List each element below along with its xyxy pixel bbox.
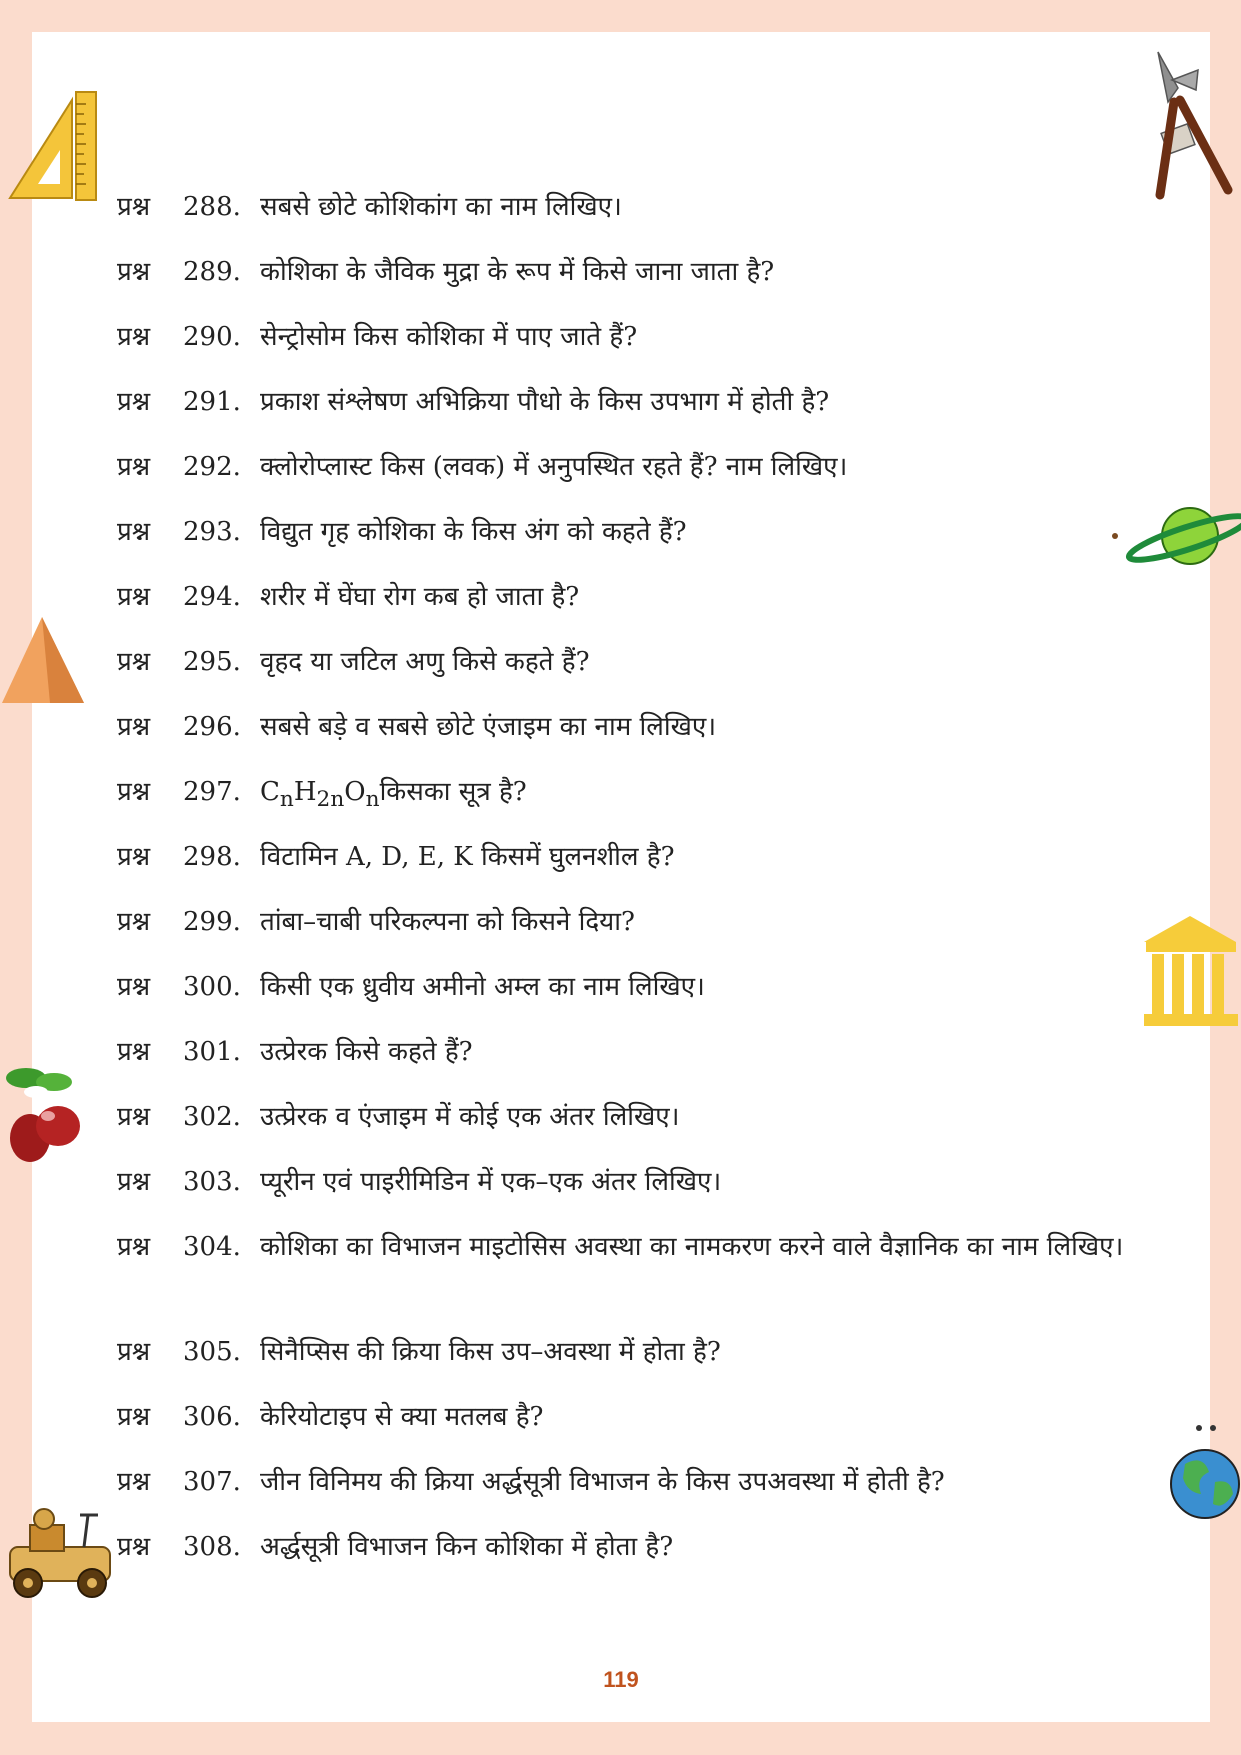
question-label: प्रश्न bbox=[117, 257, 151, 287]
question-number: 288. bbox=[183, 192, 241, 222]
pyramid-icon bbox=[0, 615, 86, 705]
question-text: क्लोरोप्लास्ट किस (लवक) में अनुपस्थित रहते हैं? नाम लिखिए। bbox=[260, 452, 848, 482]
formula-hydrogen: H bbox=[293, 777, 317, 807]
question-text: उत्प्रेरक व एंजाइम में कोई एक अंतर लिखिए। bbox=[260, 1102, 680, 1132]
document-page bbox=[32, 32, 1210, 1722]
question-label: प्रश्न bbox=[117, 1167, 151, 1197]
question-list bbox=[32, 32, 1210, 1722]
question-number: 298. bbox=[183, 842, 241, 872]
question-number: 292. bbox=[183, 452, 241, 482]
question-number: 291. bbox=[183, 387, 241, 417]
question-number: 308. bbox=[183, 1532, 241, 1562]
question-text: केरियोटाइप से क्या मतलब है? bbox=[260, 1402, 544, 1432]
formula-carbon-subscript: n bbox=[279, 787, 294, 813]
question-number: 296. bbox=[183, 712, 241, 742]
set-square-ruler-icon bbox=[2, 88, 102, 203]
question-text: जीन विनिमय की क्रिया अर्द्धसूत्री विभाजन के किस उपअवस्था में होती है? bbox=[260, 1467, 945, 1497]
formula-oxygen: O bbox=[344, 777, 366, 807]
question-label: प्रश्न bbox=[117, 192, 151, 222]
question-label: प्रश्न bbox=[117, 842, 151, 872]
tool-clip-icon bbox=[1150, 50, 1240, 200]
question-number: 294. bbox=[183, 582, 241, 612]
question-label: प्रश्न bbox=[117, 517, 151, 547]
question-label: प्रश्न bbox=[117, 1232, 151, 1262]
question-label: प्रश्न bbox=[117, 582, 151, 612]
question-label: प्रश्न bbox=[117, 1337, 151, 1367]
question-label: प्रश्न bbox=[117, 647, 151, 677]
question-text: कोशिका के जैविक मुद्रा के रूप में किसे जाना जाता है? bbox=[260, 257, 775, 287]
formula-oxygen-subscript: n bbox=[365, 787, 380, 813]
question-label: प्रश्न bbox=[117, 322, 151, 352]
vintage-car-icon bbox=[0, 1505, 125, 1605]
question-text: शरीर में घेंघा रोग कब हो जाता है? bbox=[260, 582, 580, 612]
question-label: प्रश्न bbox=[117, 1402, 151, 1432]
question-number: 289. bbox=[183, 257, 241, 287]
question-text: सिनैप्सिस की क्रिया किस उप–अवस्था में होता है? bbox=[260, 1337, 721, 1367]
globe-icon bbox=[1165, 1420, 1241, 1525]
question-label: प्रश्न bbox=[117, 452, 151, 482]
question-text: अर्द्धसूत्री विभाजन किन कोशिका में होता है? bbox=[260, 1532, 674, 1562]
question-number: 295. bbox=[183, 647, 241, 677]
question-number: 293. bbox=[183, 517, 241, 547]
question-label: प्रश्न bbox=[117, 1102, 151, 1132]
question-number: 303. bbox=[183, 1167, 241, 1197]
page-number: 119 bbox=[603, 1667, 639, 1692]
question-label: प्रश्न bbox=[117, 387, 151, 417]
question-label: प्रश्न bbox=[117, 1467, 151, 1497]
formula bbox=[260, 777, 380, 813]
question-number: 299. bbox=[183, 907, 241, 937]
question-label: प्रश्न bbox=[117, 1037, 151, 1067]
formula-carbon: C bbox=[260, 777, 280, 807]
planet-icon bbox=[1110, 500, 1241, 575]
question-label: प्रश्न bbox=[117, 777, 151, 807]
question-number: 300. bbox=[183, 972, 241, 1002]
question-text: विद्युत गृह कोशिका के किस अंग को कहते हैं? bbox=[260, 517, 687, 547]
question-text: प्रकाश संश्लेषण अभिक्रिया पौधो के किस उपभाग में होती है? bbox=[260, 387, 830, 417]
question-label: प्रश्न bbox=[117, 712, 151, 742]
question-text: उत्प्रेरक किसे कहते हैं? bbox=[260, 1037, 473, 1067]
question-text: कोशिका का विभाजन माइटोसिस अवस्था का नामकरण करने वाले वैज्ञानिक का नाम लिखिए। bbox=[260, 1232, 1124, 1262]
fruit-icon bbox=[2, 1058, 88, 1168]
question-number: 290. bbox=[183, 322, 241, 352]
question-text bbox=[260, 772, 1197, 820]
question-label: प्रश्न bbox=[117, 1532, 151, 1562]
question-label: प्रश्न bbox=[117, 972, 151, 1002]
pillar-building-icon bbox=[1140, 912, 1241, 1028]
question-number: 302. bbox=[183, 1102, 241, 1132]
question-number: 307. bbox=[183, 1467, 241, 1497]
question-text: किसी एक ध्रुवीय अमीनो अम्ल का नाम लिखिए। bbox=[260, 972, 705, 1002]
question-text-after: किसका सूत्र है? bbox=[379, 777, 527, 807]
question-text: सबसे छोटे कोशिकांग का नाम लिखिए। bbox=[260, 192, 622, 222]
question-text: सेन्ट्रोसोम किस कोशिका में पाए जाते हैं? bbox=[260, 322, 638, 352]
question-number: 305. bbox=[183, 1337, 241, 1367]
question-text: सबसे बड़े व सबसे छोटे एंजाइम का नाम लिखिए। bbox=[260, 712, 717, 742]
question-number: 301. bbox=[183, 1037, 241, 1067]
question-text: प्यूरीन एवं पाइरीमिडिन में एक–एक अंतर लिखिए। bbox=[260, 1167, 722, 1197]
question-number: 304. bbox=[183, 1232, 241, 1262]
question-text: विटामिन A, D, E, K किसमें घुलनशील है? bbox=[260, 842, 675, 872]
question-text: तांबा–चाबी परिकल्पना को किसने दिया? bbox=[260, 907, 635, 937]
question-label: प्रश्न bbox=[117, 907, 151, 937]
formula-hydrogen-subscript: 2n bbox=[316, 787, 345, 813]
question-text: वृहद या जटिल अणु किसे कहते हैं? bbox=[260, 647, 590, 677]
question-number: 297. bbox=[183, 777, 241, 807]
question-number: 306. bbox=[183, 1402, 241, 1432]
